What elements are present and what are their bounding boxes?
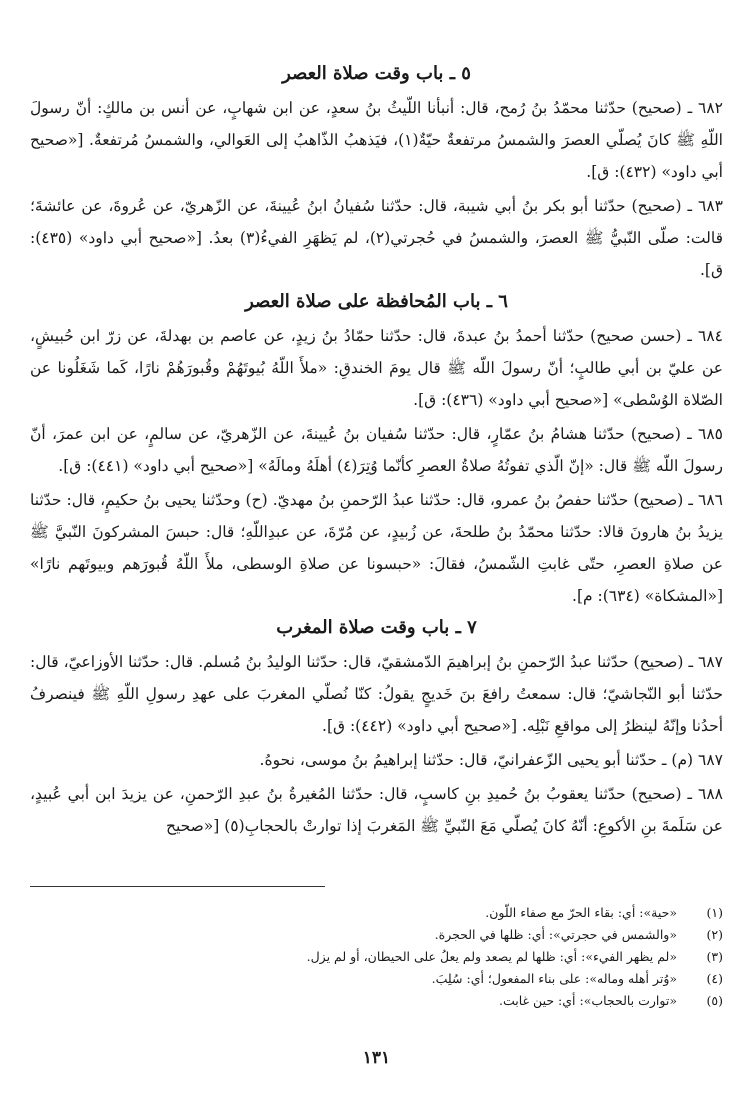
footnote-2 <box>30 924 723 946</box>
chapter-heading-6: ٦ ـ باب المُحافظة على صلاة العصر <box>245 291 508 312</box>
hadith-683: ٦٨٣ ـ (صحيح) حدّثنا أبو بكر بنُ أبي شيبة، قال: حدّثنا سُفيانُ ابنُ عُيينةَ، عن الزّهريّ، عن عُروةَ، عن عائشةَ؛ قالت: صلّى النّبيُّ ﷺ العصرَ، والشمسُ في حُجرتي(٢)، لم يَظهَرِ الفيءُ(٣) بعدُ. [«صحيح أبي داود» (٤٣٥): ق]. <box>30 197 723 279</box>
footnote-5 <box>30 990 723 1012</box>
page-body <box>30 60 723 844</box>
footnotes <box>30 902 723 1012</box>
footnote-number: (٥) <box>706 993 723 1008</box>
footnote-number: (٢) <box>706 927 723 942</box>
hadith-687: ٦٨٧ ـ (صحيح) حدّثنا عبدُ الرّحمنِ بنُ إبراهيمَ الدّمشقيّ، قال: حدّثنا الوليدُ بنُ مُسلم. قال: حدّثنا الأوزاعيّ، قال: حدّثنا أبو النّجاشيّ؛ قال: سمعتُ رافعَ بنَ خَديجٍ يقولُ: كنّا نُصلّي المغربَ على عهدِ رسولِ اللّهِ ﷺ فينصرفُ أحدُنا وإنّهُ لينظرُ إلى مواقعِ نَبْلِه. [«صحيح أبي داود» (٤٤٢): ق]. <box>30 653 723 735</box>
footnote-number: (٤) <box>706 971 723 986</box>
chapter-heading-5: ٥ ـ باب وقت صلاة العصر <box>282 63 471 84</box>
footnote-1 <box>30 902 723 924</box>
footnote-text: «لم يظهر الفيء»: أي: ظلها لم يصعد ولم يعلُ على الحيطان، أو لم يزل. <box>306 949 677 964</box>
footnote-text: «وُتر أهله وماله»: على بناء المفعول؛ أي: سُلِبَ. <box>431 971 677 986</box>
footnote-3 <box>30 946 723 968</box>
hadith-684: ٦٨٤ ـ (حسن صحيح) حدّثنا أحمدُ بنُ عبدةَ، قال: حدّثنا حمّادُ بنُ زيدٍ، عن عاصم بن بهدلةَ، عن زرّ ابن حُبيشٍ، عن عليّ بن أبي طالبٍ؛ أنّ رسولَ اللّه ﷺ قال يومَ الخندقِ: «ملأَ اللّهُ بُيوتَهُمْ وقُبورَهُمْ نارًا، كَما شَغَلُونا عن الصّلاة الوُسْطى» [«صحيح أبي داود» (٤٣٦): ق]. <box>30 327 723 409</box>
hadith-682: ٦٨٢ ـ (صحيح) حدّثنا محمّدُ بنُ رُمح، قال: أنبأنا اللّيثُ بنُ سعدٍ، عن ابن شهابٍ، عن أنس بن مالكٍ: أنّ رسولَ اللّهِ ﷺ كانَ يُصلّي العصرَ والشمسُ مرتفعةٌ حيّةٌ(١)، فيَذهبُ الذّاهبُ إلى العَوالي، والشمسُ مُرتفعةٌ. [«صحيح أبي داود» (٤٣٢): ق]. <box>30 99 723 181</box>
footnote-text: «والشمس في حجرتي»: أي: ظلها في الحجرة. <box>434 927 677 942</box>
footnote-text: «توارت بالحجاب»: أي: حين غابت. <box>499 993 677 1008</box>
footnote-4 <box>30 968 723 990</box>
footnote-number: (٣) <box>706 949 723 964</box>
hadith-685: ٦٨٥ ـ (صحيح) حدّثنا هشامُ بنُ عمّارٍ، قال: حدّثنا سُفيان بنُ عُيينةَ، عن الزّهريّ، عن سالمٍ، عن ابن عمرَ، أنّ رسولَ اللّه ﷺ قال: «إنّ الّذي تفوتُهُ صلاةُ العصرِ كأنّما وُتِرَ(٤) أهلَهُ ومالَهُ» [«صحيح أبي داود» (٤٤١): ق]. <box>30 425 723 475</box>
footnote-number: (١) <box>706 905 723 920</box>
chapter-heading-7: ٧ ـ باب وقت صلاة المغرب <box>276 617 477 638</box>
footnote-separator <box>30 886 325 887</box>
footnote-text: «حية»: أي: بقاء الحرّ مع صفاء اللّون. <box>485 905 677 920</box>
hadith-688: ٦٨٨ ـ (صحيح) حدّثنا يعقوبُ بنُ حُميدِ بنِ كاسبٍ، قال: حدّثنا المُغيرةُ بنُ عبدِ الرّحمنِ، عن يزيدَ ابن أبي عُبيدٍ، عن سَلَمةَ بنِ الأكوعِ: أنّهُ كانَ يُصلّي مَعَ النّبيِّ ﷺ المَغربَ إذا توارتْ بالحجابِ(٥) [«صحيح <box>30 785 723 835</box>
hadith-686: ٦٨٦ ـ (صحيح) حدّثنا حفصُ بنُ عمرو، قال: حدّثنا عبدُ الرّحمنِ بنُ مهديّ. (ح) وحدّثنا يحيى بنُ حكيمٍ، قال: حدّثنا يزيدُ بنُ هارونَ قالا: حدّثنا محمّدُ بنُ طلحةَ، عن زُبيدٍ، عن مُرّةَ، عن عبدِاللّهِ؛ قال: حبسَ المشركونَ النّبيَّ ﷺ عن صلاةِ العصرِ، حتّى غابتِ الشّمسُ، فقالَ: «حبسونا عن صلاةِ الوسطى، ملأَ اللّهُ قُبورَهم وبيوتَهم نارًا» [«المشكاة» (٦٣٤): م]. <box>30 491 723 605</box>
hadith-687m: ٦٨٧ (م) ـ حدّثنا أبو يحيى الزّعفرانيّ، قال: حدّثنا إبراهيمُ بنُ موسى، نحوهُ. <box>259 751 723 769</box>
page-number: ١٣١ <box>362 1048 391 1068</box>
